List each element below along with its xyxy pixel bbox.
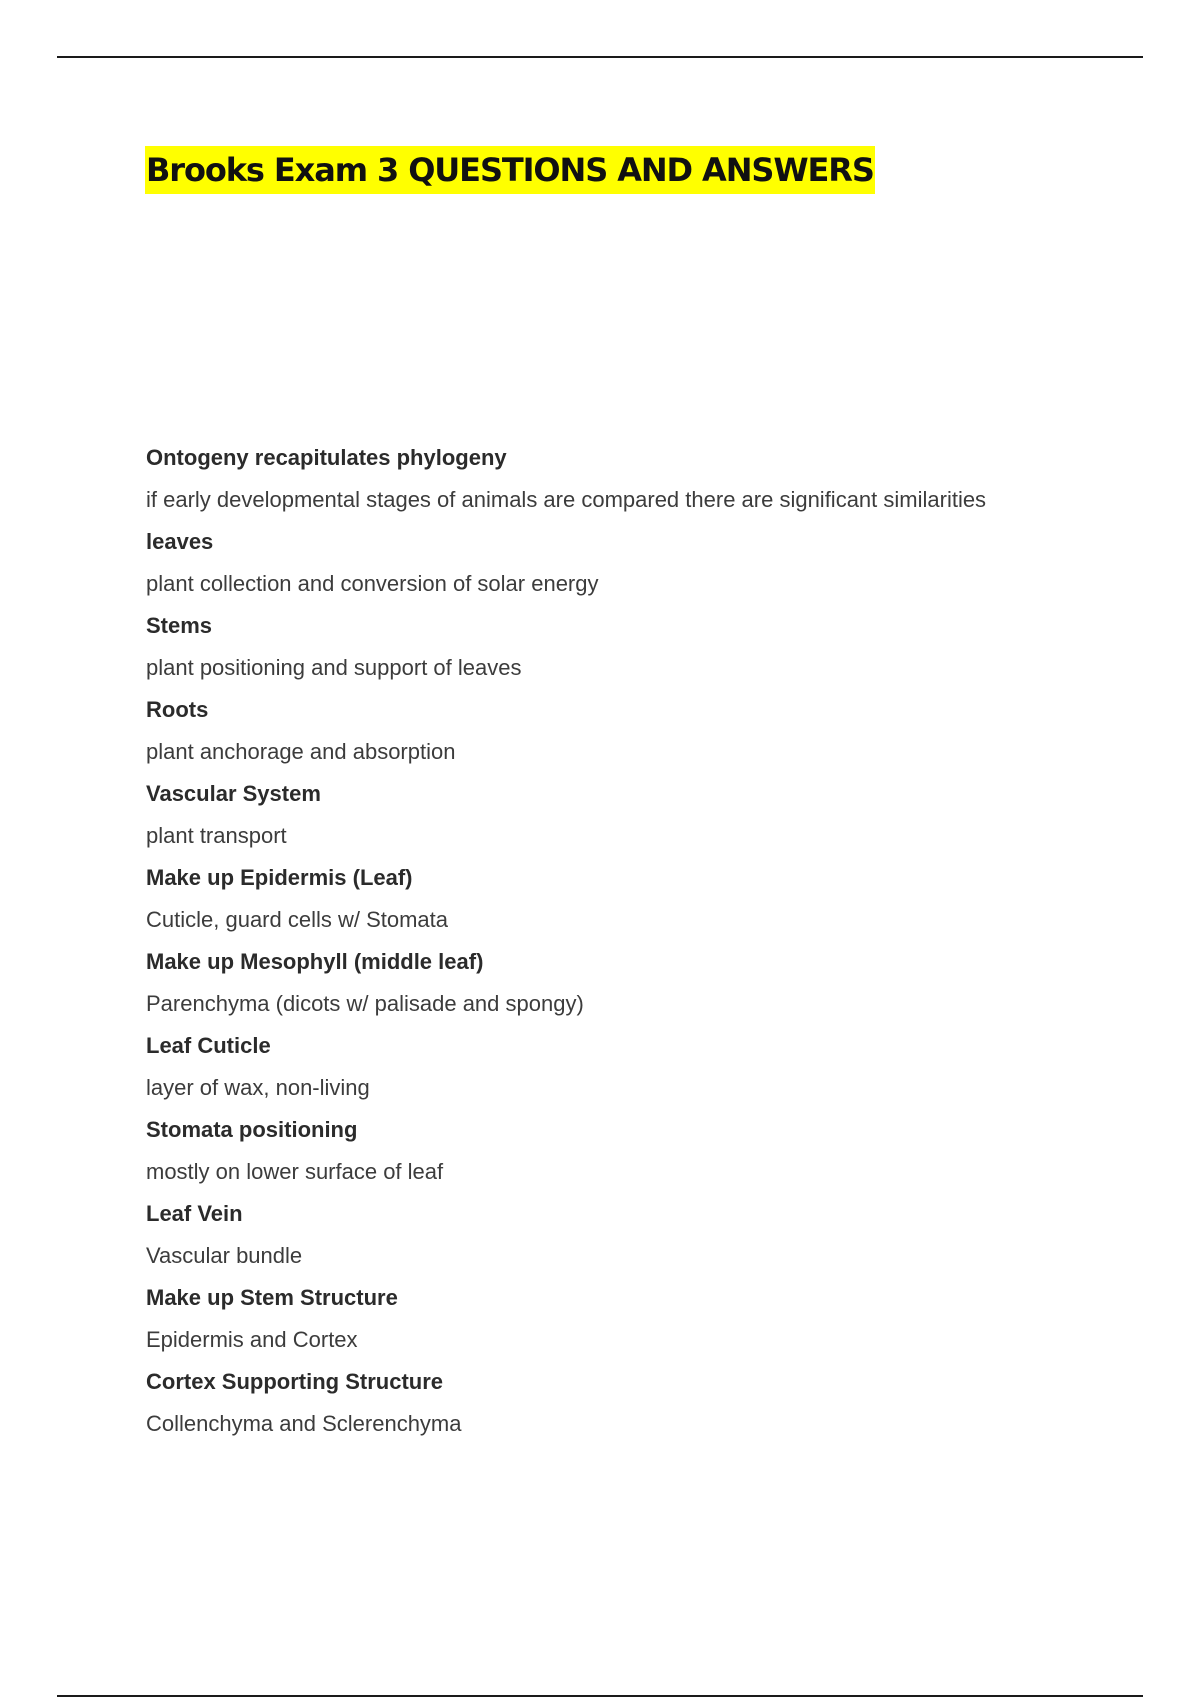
document-title: Brooks Exam 3 QUESTIONS AND ANSWERS [145,146,875,194]
answer-definition: plant transport [146,823,287,848]
answer-definition: Epidermis and Cortex [146,1327,358,1352]
footer-rule [57,1695,1143,1697]
qa-item [146,1025,1146,1109]
qa-item [146,857,1146,941]
qa-item [146,773,1146,857]
question-term: Make up Mesophyll (middle leaf) [146,949,484,974]
qa-list [146,437,1146,1445]
question-term: Cortex Supporting Structure [146,1369,444,1394]
question-term: Roots [146,697,209,722]
answer-definition: if early developmental stages of animals are compared there are significant similarities [146,487,987,512]
qa-item [146,941,1146,1025]
qa-item [146,605,1146,689]
qa-item [146,689,1146,773]
qa-item [146,1361,1146,1445]
qa-item [146,1277,1146,1361]
answer-definition: plant positioning and support of leaves [146,655,522,680]
question-term: Stems [146,613,213,638]
qa-item [146,521,1146,605]
qa-item [146,1193,1146,1277]
header-rule [57,56,1143,58]
answer-definition: Parenchyma (dicots w/ palisade and spongy) [146,991,584,1016]
qa-item [146,1109,1146,1193]
question-term: Make up Stem Structure [146,1285,398,1310]
answer-definition: Cuticle, guard cells w/ Stomata [146,907,449,932]
question-term: Ontogeny recapitulates phylogeny [146,445,507,470]
qa-item [146,437,1146,521]
answer-definition: plant anchorage and absorption [146,739,456,764]
answer-definition: plant collection and conversion of solar energy [146,571,599,596]
answer-definition: Collenchyma and Sclerenchyma [146,1411,462,1436]
question-term: Stomata positioning [146,1117,358,1142]
question-term: leaves [146,529,214,554]
question-term: Leaf Cuticle [146,1033,271,1058]
answer-definition: mostly on lower surface of leaf [146,1159,444,1184]
title-block [145,146,875,194]
answer-definition: Vascular bundle [146,1243,303,1268]
question-term: Vascular System [146,781,321,806]
answer-definition: layer of wax, non-living [146,1075,370,1100]
question-term: Leaf Vein [146,1201,243,1226]
question-term: Make up Epidermis (Leaf) [146,865,413,890]
